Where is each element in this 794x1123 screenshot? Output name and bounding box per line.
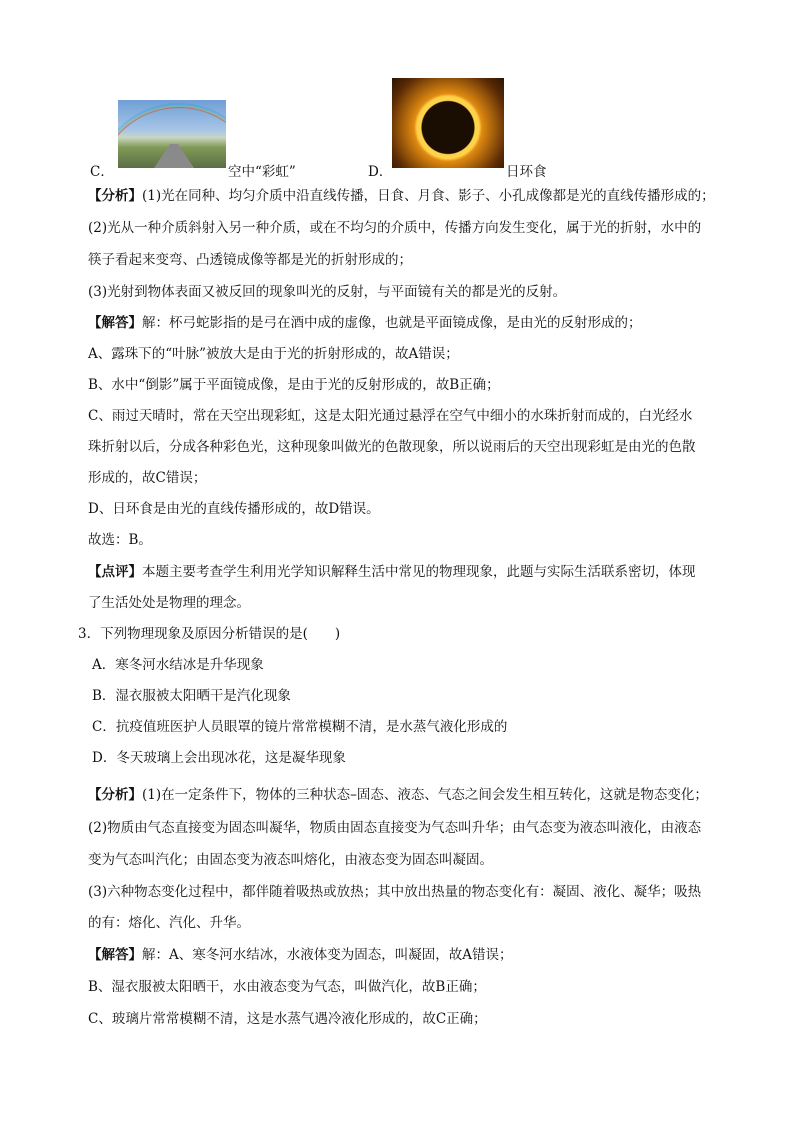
q3-analysis-line-2: (2)物质由气态直接变为固态叫凝华，物质由固态直接变为气态叫升华；由气态变为液态叫液化，由液态 (88, 820, 702, 836)
q3-option-a: A．寒冬河水结冰是升华现象 (92, 657, 264, 673)
q2-analysis-line-1: 【 分析 】 (1)光在同种、均匀介质中沿直线传播，日食、月食、影子、小孔成像都是光的直线传播形成的； (88, 186, 715, 206)
q2-comment-line-1: 【 点评 】 本题主要考查学生利用光学知识解释生活中常见的物理现象，此题与实际生活联系密切，体现 (88, 562, 696, 582)
answer-tag: 【 解答 】 (88, 315, 142, 331)
q3-option-d: D．冬天玻璃上会出现冰花，这是凝华现象 (92, 750, 346, 766)
option-c-label: C． (90, 164, 114, 180)
q3-stem: 3．下列物理现象及原因分析错误的是( ) (78, 626, 341, 642)
q2-answer-line-4: C、雨过天晴时，常在天空出现彩虹，这是太阳光通过悬浮在空气中细小的水珠折射而成的，白光经水 (88, 408, 693, 424)
q2-answer-line-5: 珠折射以后，分成各种彩色光，这种现象叫做光的色散现象，所以说雨后的天空出现彩虹是由光的色散 (88, 439, 696, 455)
q3-analysis-line-3: 变为气态叫汽化；由固态变为液态叫熔化，由液态变为固态叫凝固。 (88, 852, 493, 868)
q2-answer-line-6: 形成的，故C错误； (88, 470, 207, 486)
q3-option-c: C．抗疫值班医护人员眼罩的镜片常常模糊不清，是水蒸气液化形成的 (92, 719, 508, 735)
q3-answer-line-1: 【 解答 】 解：A、寒冬河水结冰，水液体变为固态，叫凝固，故A错误； (88, 945, 513, 965)
annular-eclipse-photo (392, 78, 504, 168)
option-d-caption: 日环食 (506, 164, 547, 180)
q2-answer-line-7: D、日环食是由光的直线传播形成的，故D错误。 (88, 501, 380, 517)
image-options-row (90, 78, 710, 178)
q2-answer-line-2: A、露珠下的“叶脉”被放大是由于光的折射形成的，故A错误； (88, 346, 459, 362)
analysis-tag: 【 分析 】 (88, 787, 142, 803)
answer-tag: 【 解答 】 (88, 947, 142, 963)
q2-analysis-line-3: 筷子看起来变弯、凸透镜成像等都是光的折射形成的； (88, 252, 412, 268)
q2-analysis-line-4: (3)光射到物体表面又被反回的现象叫光的反射，与平面镜有关的都是光的反射。 (88, 284, 567, 300)
q3-analysis-line-4: (3)六种物态变化过程中，都伴随着吸热或放热；其中放出热量的物态变化有：凝固、液化、凝华；吸热 (88, 884, 702, 900)
q2-answer-line-8: 故选：B。 (88, 532, 152, 548)
comment-tag: 【 点评 】 (88, 564, 142, 580)
q3-analysis-line-5: 的有：熔化、汽化、升华。 (88, 915, 250, 931)
option-c-caption: 空中“彩虹” (228, 164, 296, 180)
q3-option-b: B．湿衣服被太阳晒干是汽化现象 (92, 688, 291, 704)
q2-answer-line-1: 【 解答 】 解：杯弓蛇影指的是弓在酒中成的虚像，也就是平面镜成像，是由光的反射形成的； (88, 313, 642, 333)
rainbow-photo (118, 100, 226, 168)
q3-analysis-line-1: 【 分析 】 (1)在一定条件下，物体的三种状态–固态、液态、气态之间会发生相互转化，这就是物态变化； (88, 785, 708, 805)
q2-answer-line-3: B、水中“倒影”属于平面镜成像，是由于光的反射形成的，故B正确； (88, 377, 500, 393)
analysis-tag: 【 分析 】 (88, 188, 142, 204)
q3-answer-line-2: B、湿衣服被太阳晒干，水由液态变为气态，叫做汽化，故B正确； (88, 979, 486, 995)
q2-comment-line-2: 了生活处处是物理的理念。 (88, 595, 250, 611)
option-d-label: D． (368, 164, 393, 180)
q3-answer-line-3: C、玻璃片常常模糊不清，这是水蒸气遇冷液化形成的，故C正确； (88, 1011, 487, 1027)
q2-analysis-line-2: (2)光从一种介质斜射入另一种介质，或在不均匀的介质中，传播方向发生变化，属于光的折射，水中的 (88, 220, 702, 236)
